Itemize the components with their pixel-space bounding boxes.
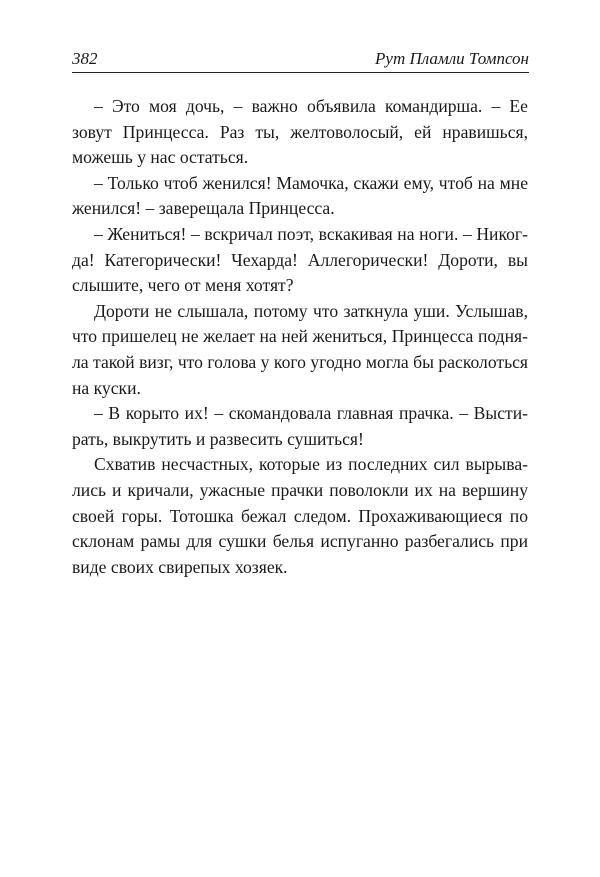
paragraph-1: – Это моя дочь, – важно объявила командирша. – Ее зовут Принцесса. Раз ты, желтоволосый, ей нравишься, можешь у нас остаться. bbox=[72, 96, 528, 168]
body-text bbox=[72, 94, 528, 580]
paragraph-2: – Только чтоб женился! Мамочка, скажи ему, чтоб на мне женился! – заверещала Принцесса. bbox=[72, 172, 528, 219]
running-header bbox=[72, 48, 529, 73]
paragraph-3: – Жениться! – вскричал поэт, вскакивая на ноги. – Никогда! Категорически! Чехарда! Аллегорически! Дороти, вы слышите, чего от меня хотят? bbox=[72, 223, 528, 296]
paragraph-5: – В корыто их! – скомандовала главная прачка. – Выстирать, выкрутить и развесить сушиться! bbox=[72, 403, 528, 449]
paragraph-6: Схватив несчастных, которые из последних сил вырывались и кричали, ужасные прачки поволокли их на вершину своей горы. Тотошка бежал следом. Прохаживающиеся по склонам рамы для сушки белья испуганно разбегались при виде своих свирепых хозяек. bbox=[72, 454, 528, 577]
paragraph-4: Дороти не слышала, потому что заткнула уши. Услышав, что пришелец не желает на ней жениться, Принцесса подняла такой визг, что голова у кого угодно могла бы расколоться на куски. bbox=[72, 300, 528, 398]
running-title: Рут Пламли Томпсон bbox=[375, 49, 529, 68]
page-number: 382 bbox=[72, 49, 98, 68]
